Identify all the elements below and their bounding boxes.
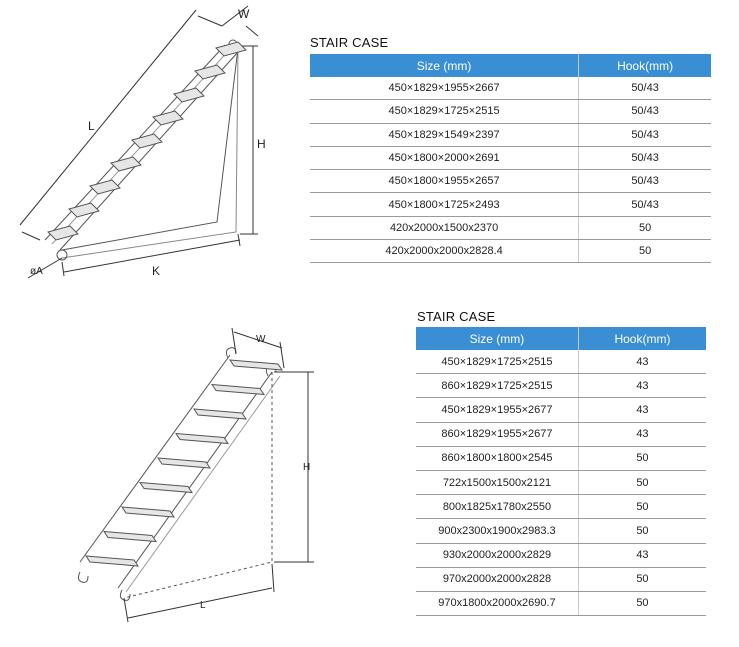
size-cell: 450×1829×1549×2397 [310,123,579,146]
stair-tread [132,134,162,148]
stair-tread [153,111,183,125]
column-header-size: Size (mm) [416,327,578,350]
table-header-row [416,327,706,350]
column-header-size: Size (mm) [310,54,579,77]
top-table-body [310,77,711,263]
hook-cell: 43 [578,350,706,374]
size-cell: 450×1800×1955×2657 [310,170,579,193]
table-row [416,446,706,470]
table-row [310,240,711,263]
dim-label-l: L [200,600,206,611]
stair-case-diagram-top [0,0,305,290]
dim-label-h: H [303,462,311,473]
size-cell: 930x2000x2000x2829 [416,543,578,567]
hook-cell: 50/43 [579,146,711,169]
table-row [416,543,706,567]
stair-tread [176,434,228,444]
size-cell: 722x1500x1500x2121 [416,470,578,494]
size-cell: 860×1800×1800×2545 [416,446,578,470]
size-cell: 900x2300x1900x2983.3 [416,519,578,543]
hook-cell: 43 [578,374,706,398]
hook-cell: 43 [578,422,706,446]
table-row [310,123,711,146]
stair-case-diagram-bottom [60,320,330,630]
table-row [416,519,706,543]
dim-label-l: L [88,119,95,133]
table-row [310,193,711,216]
table-row [416,350,706,374]
hook-cell: 50/43 [579,100,711,123]
column-header-hook: Hook(mm) [578,327,706,350]
stair-tread [140,483,192,493]
bottom-spec-table [416,327,706,616]
stair-tread [86,556,138,566]
stair-tread [195,65,225,79]
stair-tread [122,507,174,517]
hook-cell: 50 [578,591,706,615]
size-cell: 800x1825x1780x2550 [416,495,578,519]
table-row [310,216,711,239]
hook-cell: 50/43 [579,193,711,216]
hook-cell: 50 [578,470,706,494]
table-row [416,374,706,398]
dim-label-w: W [238,7,250,21]
size-cell: 970x2000x2000x2828 [416,567,578,591]
size-cell: 450×1800×2000×2691 [310,146,579,169]
hook-cell: 50/43 [579,77,711,100]
hook-cell: 50 [578,446,706,470]
stair-tread [111,157,141,171]
top-table-title: STAIR CASE [310,35,389,50]
table-row [416,470,706,494]
size-cell: 970x1800x2000x2690.7 [416,591,578,615]
column-header-hook: Hook(mm) [579,54,711,77]
table-header-row [310,54,711,77]
table-row [416,422,706,446]
size-cell: 450×1800×1725×2493 [310,193,579,216]
hook-cell: 50/43 [579,123,711,146]
hook-cell: 43 [578,398,706,422]
hook-cell: 50 [579,240,711,263]
stair-tread [174,88,204,102]
size-cell: 450×1829×1955×2667 [310,77,579,100]
size-cell: 450×1829×1725×2515 [416,350,578,374]
table-row [416,398,706,422]
table-row [416,567,706,591]
stair-tread [230,360,282,370]
hook-cell: 50/43 [579,170,711,193]
size-cell: 420x2000x1500x2370 [310,216,579,239]
dim-label-k: K [152,264,161,278]
size-cell: 860×1829×1725×2515 [416,374,578,398]
stair-tread [158,458,210,468]
stair-tread [69,203,99,217]
hook-cell: 50 [578,519,706,543]
dim-label-h: H [257,137,266,151]
size-cell: 860×1829×1955×2677 [416,422,578,446]
stair-tread [104,532,156,542]
hook-cell: 50 [578,567,706,591]
dim-label-a: øA [30,266,43,277]
table-row [310,146,711,169]
stair-tread [90,180,120,194]
stair-tread [212,385,264,395]
hook-cell: 50 [579,216,711,239]
hook-cell: 43 [578,543,706,567]
table-row [416,495,706,519]
bottom-table-title: STAIR CASE [417,309,496,324]
size-cell: 450×1829×1725×2515 [310,100,579,123]
table-row [310,170,711,193]
top-spec-table [310,54,711,263]
table-row [310,100,711,123]
table-row [310,77,711,100]
size-cell: 420x2000x2000x2828.4 [310,240,579,263]
dim-label-w: W [256,334,266,345]
stair-tread [48,226,78,240]
table-row [416,591,706,615]
stair-tread [216,42,246,56]
stair-tread [194,409,246,419]
hook-cell: 50 [578,495,706,519]
size-cell: 450×1829×1955×2677 [416,398,578,422]
bottom-table-body [416,350,706,616]
